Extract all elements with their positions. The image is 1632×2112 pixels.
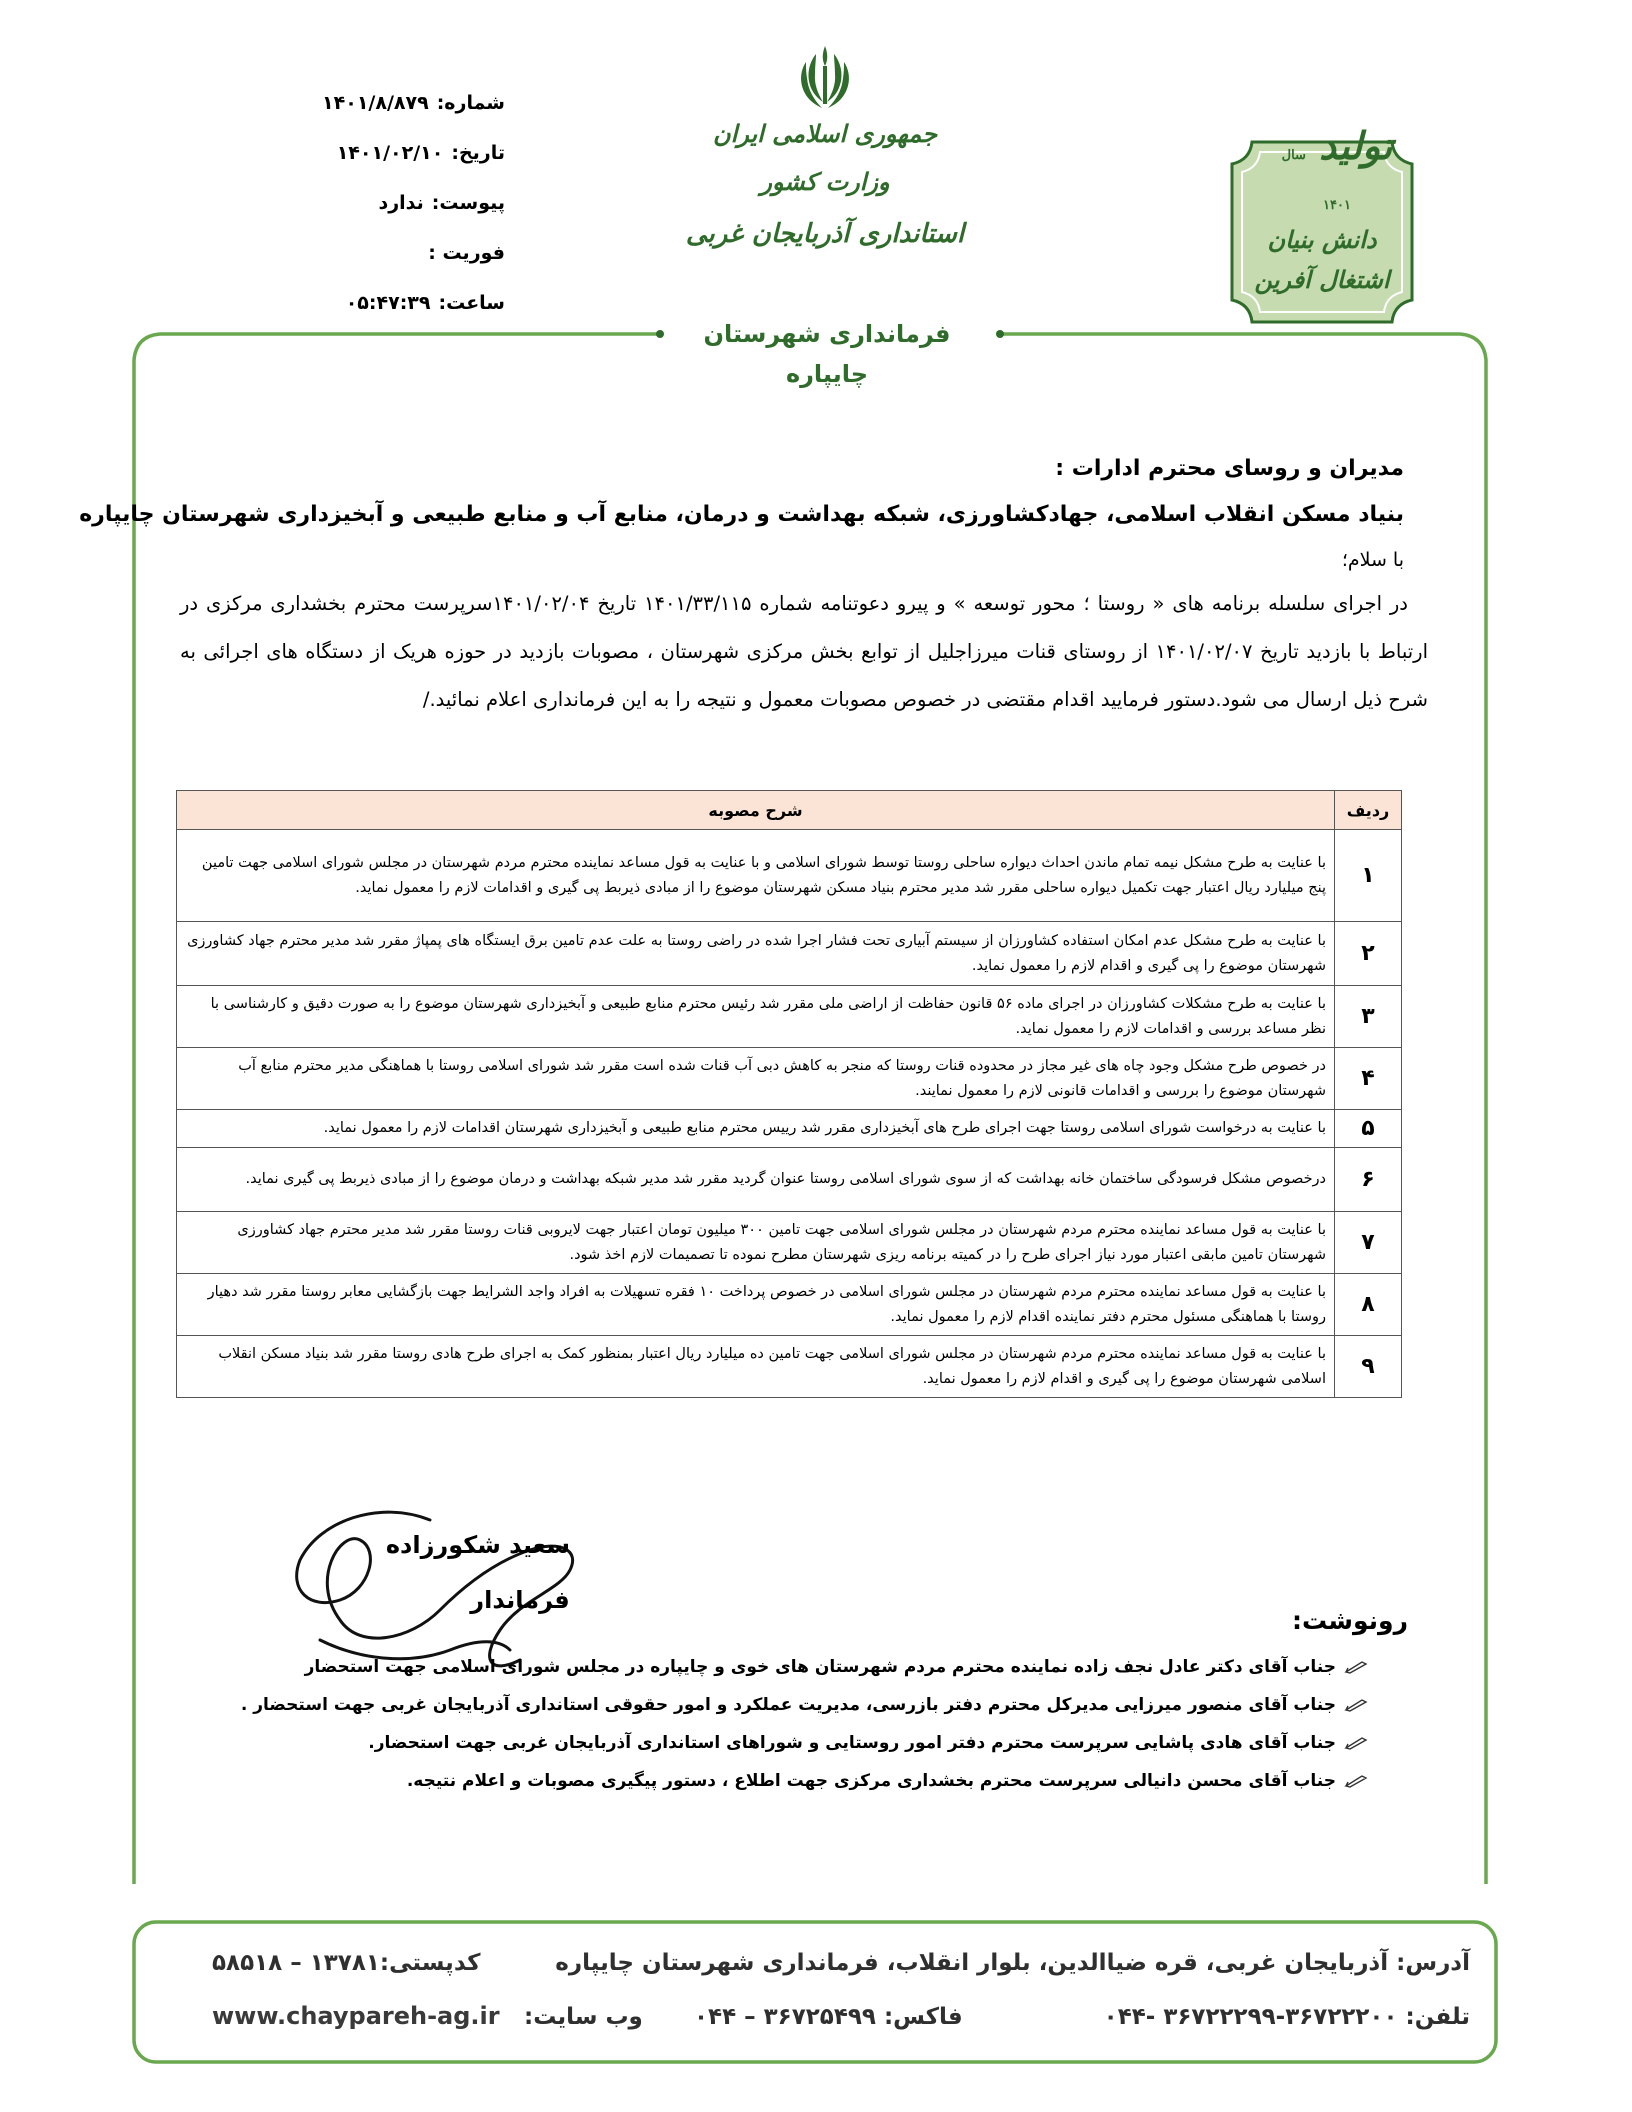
recipient-line-2: بنیاد مسکن انقلاب اسلامی، جهادکشاورزی، شبکه بهداشت و درمان، منابع آب و منابع طبیعی و آبخیزداری شهرستان چایپاره bbox=[79, 502, 1404, 527]
letter-meta bbox=[255, 78, 505, 328]
table-row bbox=[177, 1274, 1402, 1336]
footer-postal-code: کدپستی:۱۳۷۸۱ – ۵۸۵۱۸ bbox=[212, 1950, 481, 1976]
badge-top: تولید bbox=[1319, 123, 1393, 168]
governorate-title: فرمانداری شهرستان چایپاره bbox=[672, 314, 982, 394]
recipient-line-1: مدیران و روسای محترم ادارات : bbox=[1055, 456, 1404, 481]
row-description: در خصوص طرح مشکل وجود چاه های غیر مجاز در محدوده قنات روستا که منجر به کاهش دبی آب قنات شده است مقرر شد شورای اسلامی روستا با هماهنگی مدیر محترم منابع آب شهرستان موضوع را بررسی و اقدامات قانونی لازم را معمول نمایند. bbox=[177, 1048, 1335, 1110]
cc-item bbox=[241, 1648, 1368, 1686]
province-title: استانداری آذربایجان غربی bbox=[685, 219, 965, 249]
cc-list bbox=[241, 1648, 1368, 1800]
row-number: ۷ bbox=[1335, 1212, 1402, 1274]
production-year-badge bbox=[1222, 112, 1422, 352]
number-label: شماره: bbox=[436, 92, 505, 114]
row-description: با عنایت به قول مساعد نماینده محترم مردم شهرستان در مجلس شورای اسلامی در خصوص پرداخت ۱۰ فقره تسهیلات به افراد واجد الشرایط جهت بازگشایی معابر روستا مقرر شد دهیار روستا با هماهنگی مسئول محترم دفتر نماینده اقدام لازم را معمول نماید. bbox=[177, 1274, 1335, 1336]
table-row bbox=[177, 1110, 1402, 1148]
col-desc-header: شرح مصوبه bbox=[177, 791, 1335, 830]
recipients-block bbox=[79, 446, 1404, 538]
signer-title: فرماندار bbox=[470, 1586, 570, 1614]
badge-year-label: سال bbox=[1281, 148, 1306, 163]
table-row bbox=[177, 830, 1402, 922]
time-row bbox=[255, 278, 505, 328]
col-row-header: ردیف bbox=[1335, 791, 1402, 830]
footer-website-link[interactable]: www.chaypareh-ag.ir bbox=[212, 2002, 500, 2030]
table-row bbox=[177, 1048, 1402, 1110]
row-number: ۱ bbox=[1335, 830, 1402, 922]
pen-icon bbox=[1344, 1698, 1368, 1712]
row-number: ۶ bbox=[1335, 1148, 1402, 1212]
table-row bbox=[177, 1148, 1402, 1212]
row-number: ۹ bbox=[1335, 1336, 1402, 1398]
attachment-value: ندارد bbox=[378, 192, 424, 214]
cc-item bbox=[241, 1762, 1368, 1800]
table-header-row bbox=[177, 791, 1402, 830]
intro-paragraph: در اجرای سلسله برنامه های « روستا ؛ محور توسعه » و پیرو دعوتنامه شماره ۱۴۰۱/۳۳/۱۱۵ تاریخ ۱۴۰۱/۰۲/۰۴سرپرست محترم بخشداری مرکزی در ارتباط با بازدید تاریخ ۱۴۰۱/۰۲/۰۷ از روستای قنات میرزاجلیل از توابع بخش مرکزی شهرستان ، مصوبات بازدید در حوزه هریک از دستگاه های اجرائی به شرح ذیل ارسال می شود.دستور فرمایید اقدام مقتضی در خصوص مصوبات معمول و نتیجه را به این فرمانداری اعلام نمائید./ bbox=[180, 592, 1429, 711]
cc-item bbox=[241, 1724, 1368, 1762]
pen-icon bbox=[1344, 1774, 1368, 1788]
row-description: با عنایت به قول مساعد نماینده محترم مردم شهرستان در مجلس شورای اسلامی جهت تامین ده میلیارد ریال اعتبار بمنظور کمک به اجرای طرح هادی روستا مقرر شد بنیاد مسکن انقلاب اسلامی شهرستان موضوع را پی گیری و اقدام لازم را معمول نماید. bbox=[177, 1336, 1335, 1398]
table-row bbox=[177, 922, 1402, 986]
row-number: ۲ bbox=[1335, 922, 1402, 986]
footer bbox=[134, 1922, 1496, 2062]
footer-website-label: وب سایت: bbox=[524, 2004, 643, 2030]
footer-phone: تلفن: ۳۶۷۲۲۲۰۰-۳۶۷۲۲۲۹۹ -۰۴۴ bbox=[1103, 2004, 1470, 2030]
row-description: درخصوص مشکل فرسودگی ساختمان خانه بهداشت که از سوی شورای اسلامی روستا عنوان گردید مقرر شد مدیر شبکه بهداشت و درمان موضوع را از مبادی ذیربط پی گیری نماید. bbox=[177, 1148, 1335, 1212]
signer-name: سعید شکورزاده bbox=[385, 1531, 570, 1559]
footer-address: آدرس: آذربایجان غربی، قره ضیاالدین، بلوار انقلاب، فرمانداری شهرستان چایپاره bbox=[555, 1950, 1470, 1976]
row-description: با عنایت به درخواست شورای اسلامی روستا جهت اجرای طرح های آبخیزداری مقرر شد رییس محترم منابع طبیعی و آبخیزداری شهرستان اقدامات لازم را معمول نماید. bbox=[177, 1110, 1335, 1148]
attachment-label: پیوست: bbox=[431, 192, 505, 214]
badge-line2: اشتغال آفرین bbox=[1254, 265, 1390, 294]
cc-item-text: جناب آقای منصور میرزایی مدیرکل محترم دفتر بازرسی، مدیریت عملکرد و امور حقوقی استانداری آذربایجان غربی جهت استحضار . bbox=[240, 1695, 1336, 1715]
pen-icon bbox=[1344, 1660, 1368, 1674]
republic-title: جمهوری اسلامی ایران bbox=[712, 119, 938, 148]
cc-item-text: جناب آقای هادی پاشایی سرپرست محترم دفتر امور روستایی و شوراهای استانداری آذربایجان غربی جهت استحضار. bbox=[368, 1733, 1336, 1753]
pen-icon bbox=[1344, 1736, 1368, 1750]
date-label: تاریخ: bbox=[451, 142, 505, 164]
salutation: با سلام؛ bbox=[1341, 549, 1404, 571]
row-description: با عنایت به طرح مشکل عدم امکان استفاده کشاورزان از سیستم آبیاری تحت فشار اجرا شده در راضی روستا به علت عدم تامین برق ایستگاه های پمپاژ مقرر شد مدیر محترم جهاد کشاورزی شهرستان موضوع را پی گیری و اقدام لازم را معمول نماید. bbox=[177, 922, 1335, 986]
number-value: ۱۴۰۱/۸/۸۷۹ bbox=[322, 92, 429, 114]
row-description: با عنایت به طرح مشکلات کشاورزان در اجرای ماده ۵۶ قانون حفاظت از اراضی ملی مقرر شد رئیس محترم منابع طبیعی و آبخیزداری شهرستان موضوع را به صورت دقیق و کارشناسی با نظر مساعد بررسی و اقدامات لازم را معمول نماید. bbox=[177, 986, 1335, 1048]
badge-year: ۱۴۰۱ bbox=[1323, 198, 1351, 213]
signer-block bbox=[385, 1518, 570, 1628]
cc-item-text: جناب آقای دکتر عادل نجف زاده نماینده محترم مردم شهرستان های خوی و چایپاره در مجلس شورای اسلامی جهت استحضار bbox=[304, 1657, 1336, 1677]
number-row bbox=[255, 78, 505, 128]
table-row bbox=[177, 1212, 1402, 1274]
time-value: ۰۵:۴۷:۳۹ bbox=[345, 292, 431, 314]
cc-item-text: جناب آقای محسن دانیالی سرپرست محترم بخشداری مرکزی جهت اطلاع ، دستور پیگیری مصوبات و اعلام نتیجه. bbox=[406, 1771, 1336, 1791]
cc-item bbox=[241, 1686, 1368, 1724]
table-row bbox=[177, 1336, 1402, 1398]
footer-fax: فاکس: ۳۶۷۲۵۴۹۹ – ۰۴۴ bbox=[694, 2004, 963, 2030]
row-number: ۵ bbox=[1335, 1110, 1402, 1148]
ministry-title: وزارت کشور bbox=[760, 167, 890, 196]
urgency-row bbox=[255, 228, 505, 278]
cc-heading: رونوشت: bbox=[1291, 1606, 1408, 1635]
attachment-row bbox=[255, 178, 505, 228]
row-description: با عنایت به قول مساعد نماینده محترم مردم شهرستان در مجلس شورای اسلامی جهت تامین ۳۰۰ میلیون تومان اعتبار جهت لایروبی قنات روستا مقرر شد مدیر محترم جهاد کشاورزی شهرستان تامین مابقی اعتبار مورد نیاز اجرای طرح را در کمیته برنامه ریزی شهرستان مطرح نموده تا تصمیمات لازم اخذ شود. bbox=[177, 1212, 1335, 1274]
urgency-label: فوریت : bbox=[428, 242, 505, 264]
table-row bbox=[177, 986, 1402, 1048]
time-label: ساعت: bbox=[438, 292, 505, 314]
row-number: ۳ bbox=[1335, 986, 1402, 1048]
date-row bbox=[255, 128, 505, 178]
iran-emblem-icon bbox=[796, 44, 854, 112]
row-description: با عنایت به طرح مشکل نیمه تمام ماندن احداث دیواره ساحلی روستا توسط شورای اسلامی و با عنایت به قول مساعد نماینده محترم مردم شهرستان در مجلس شورای اسلامی جهت تامین پنج میلیارد ریال اعتبار جهت تکمیل دیواره ساحلی مقرر شد مدیر محترم بنیاد مسکن شهرستان موضوع را از مبادی ذیربط پی گیری و اقدامات لازم را معمول نماید. bbox=[177, 830, 1335, 922]
row-number: ۴ bbox=[1335, 1048, 1402, 1110]
badge-line1: دانش بنیان bbox=[1267, 225, 1377, 254]
resolutions-table bbox=[176, 790, 1402, 1398]
date-value: ۱۴۰۱/۰۲/۱۰ bbox=[336, 142, 444, 164]
row-number: ۸ bbox=[1335, 1274, 1402, 1336]
ministry-heading bbox=[660, 110, 990, 262]
